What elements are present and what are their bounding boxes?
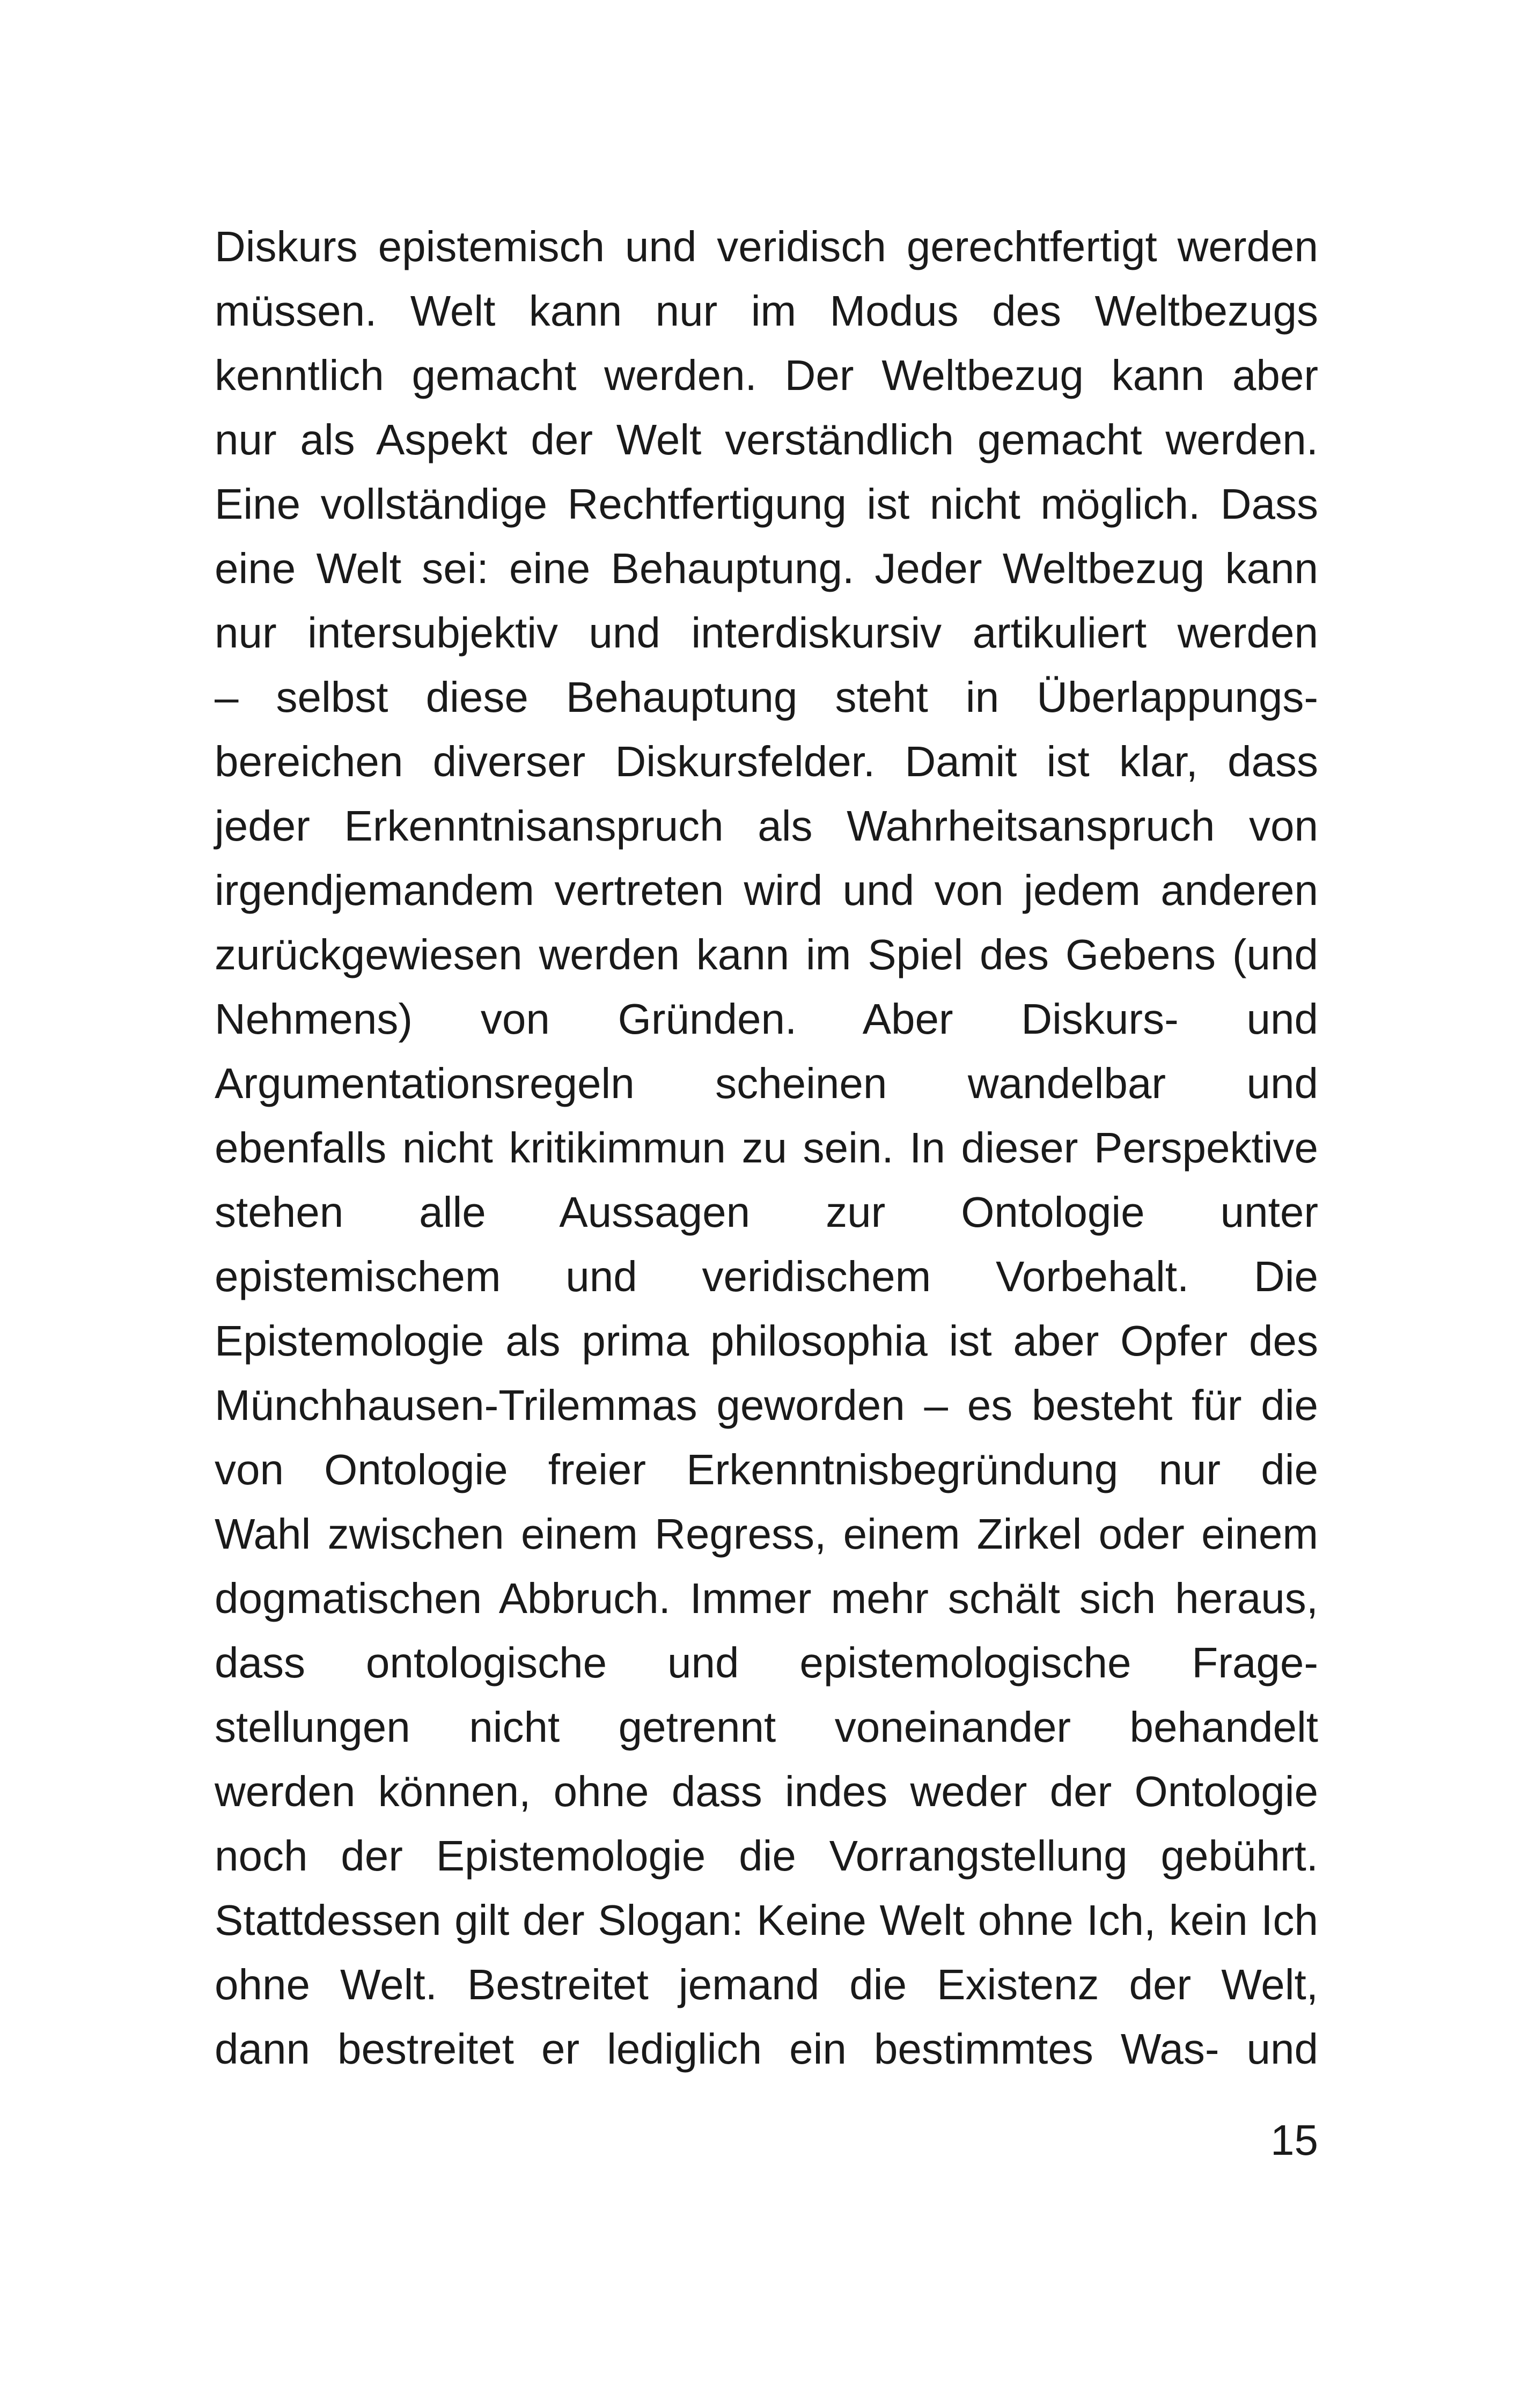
text-line: stellungen nicht getrennt voneinander behandelt bbox=[215, 1703, 1318, 1751]
text-line: Argumentationsregeln scheinen wandelbar und bbox=[215, 1059, 1318, 1107]
text-line: irgendjemandem vertreten wird und von jedem anderen bbox=[215, 866, 1318, 914]
text-line: werden können, ohne dass indes weder der Ontologie bbox=[215, 1768, 1318, 1815]
body-text bbox=[215, 215, 1318, 2081]
text-line: dann bestreitet er lediglich ein bestimmtes Was- und bbox=[215, 2025, 1318, 2073]
text-line: dass ontologische und epistemologische Frage- bbox=[215, 1639, 1318, 1687]
text-line: nur intersubjektiv und interdiskursiv artikuliert werden bbox=[215, 609, 1318, 657]
text-line: Wahl zwischen einem Regress, einem Zirkel oder einem bbox=[215, 1510, 1318, 1558]
text-line: stehen alle Aussagen zur Ontologie unter bbox=[215, 1188, 1318, 1236]
text-line: epistemischem und veridischem Vorbehalt. Die bbox=[215, 1253, 1318, 1300]
text-line: kenntlich gemacht werden. Der Weltbezug kann aber bbox=[215, 351, 1318, 399]
text-line: müssen. Welt kann nur im Modus des Weltbezugs bbox=[215, 287, 1318, 335]
page-number: 15 bbox=[1270, 2116, 1318, 2164]
text-line: ohne Welt. Bestreitet jemand die Existenz der Welt, bbox=[215, 1961, 1318, 2008]
text-line: Eine vollständige Rechtfertigung ist nicht möglich. Dass bbox=[215, 480, 1318, 528]
text-line: nur als Aspekt der Welt verständlich gemacht werden. bbox=[215, 416, 1318, 463]
text-line: von Ontologie freier Erkenntnisbegründung nur die bbox=[215, 1446, 1318, 1493]
text-line: – selbst diese Behauptung steht in Überlappungs- bbox=[215, 673, 1318, 721]
text-line: noch der Epistemologie die Vorrangstellung gebührt. bbox=[215, 1832, 1318, 1880]
text-line: Münchhausen-Trilemmas geworden – es besteht für die bbox=[215, 1381, 1318, 1429]
text-line: Epistemologie als prima philosophia ist aber Opfer des bbox=[215, 1317, 1318, 1365]
text-line: bereichen diverser Diskursfelder. Damit ist klar, dass bbox=[215, 738, 1318, 785]
text-line: Stattdessen gilt der Slogan: Keine Welt ohne Ich, kein Ich bbox=[215, 1896, 1318, 1944]
text-line: zurückgewiesen werden kann im Spiel des Gebens (und bbox=[215, 931, 1318, 978]
text-line: eine Welt sei: eine Behauptung. Jeder Weltbezug kann bbox=[215, 544, 1318, 592]
text-line: Nehmens) von Gründen. Aber Diskurs- und bbox=[215, 995, 1318, 1043]
text-line: ebenfalls nicht kritikimmun zu sein. In dieser Perspektive bbox=[215, 1124, 1318, 1172]
text-line: jeder Erkenntnisanspruch als Wahrheitsanspruch von bbox=[215, 802, 1318, 850]
text-line: Diskurs epistemisch und veridisch gerechtfertigt werden bbox=[215, 223, 1318, 270]
text-line: dogmatischen Abbruch. Immer mehr schält sich heraus, bbox=[215, 1574, 1318, 1622]
